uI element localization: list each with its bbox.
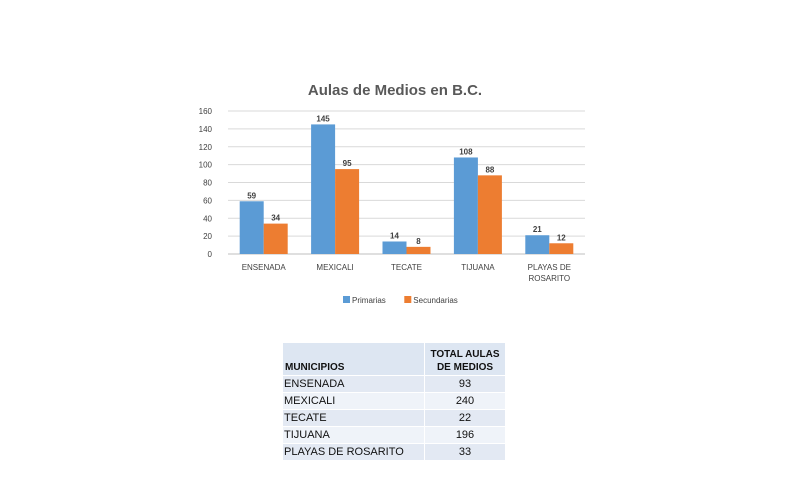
- bar: [383, 241, 407, 254]
- data-label: 88: [485, 165, 495, 175]
- data-label: 8: [416, 236, 421, 246]
- legend-swatch: [343, 296, 350, 303]
- x-tick-label: MEXICALI: [316, 263, 354, 272]
- summary-table: [283, 343, 505, 461]
- x-tick-label: TECATE: [391, 263, 422, 272]
- bar: [407, 247, 431, 254]
- y-tick-label: 60: [203, 196, 212, 206]
- x-tick-label: ENSENADA: [241, 263, 286, 272]
- data-label: 12: [556, 233, 566, 243]
- bars: [240, 124, 574, 254]
- cell-total: 22: [424, 410, 505, 427]
- bar: [454, 157, 478, 254]
- y-tick-label: 0: [207, 250, 212, 259]
- legend-swatch: [404, 296, 411, 303]
- table-row: [283, 444, 505, 461]
- header-municipios: MUNICIPIOS: [283, 343, 424, 376]
- data-labels: [247, 114, 566, 245]
- legend-label: Secundarias: [413, 296, 458, 305]
- table-row: [283, 393, 505, 410]
- y-tick-label: 160: [198, 107, 212, 116]
- data-label: 14: [390, 231, 399, 241]
- data-label: 145: [316, 114, 330, 124]
- y-tick-label: 140: [198, 124, 212, 134]
- bar: [478, 175, 502, 254]
- table-row: [283, 410, 505, 427]
- legend: [343, 296, 458, 305]
- x-tick-label: ROSARITO: [528, 274, 571, 283]
- cell-total: 240: [424, 393, 505, 410]
- bar: [525, 235, 549, 254]
- data-label: 21: [532, 225, 542, 235]
- cell-total: 196: [424, 427, 505, 444]
- cell-municipio: PLAYAS DE ROSARITO: [283, 444, 424, 461]
- cell-municipio: TECATE: [283, 410, 424, 427]
- cell-municipio: TIJUANA: [283, 427, 424, 444]
- y-tick-label: 120: [198, 142, 212, 152]
- y-tick-label: 20: [203, 232, 212, 242]
- y-axis-ticks: [199, 107, 213, 259]
- y-tick-label: 80: [203, 178, 212, 188]
- cell-municipio: ENSENADA: [283, 376, 424, 393]
- y-tick-label: 40: [203, 214, 212, 224]
- bar: [311, 124, 335, 254]
- header-total-aulas: TOTAL AULAS DE MEDIOS: [424, 343, 505, 376]
- data-label: 95: [342, 159, 352, 169]
- cell-total: 93: [424, 376, 505, 393]
- x-tick-label: PLAYAS DE: [527, 263, 571, 272]
- bar: [549, 243, 573, 254]
- cell-total: 33: [424, 444, 505, 461]
- y-tick-label: 100: [198, 160, 212, 170]
- table-row: [283, 376, 505, 393]
- bar: [240, 201, 264, 254]
- bar: [264, 224, 288, 254]
- data-label: 34: [271, 213, 281, 223]
- data-label: 59: [247, 191, 257, 201]
- table-header-row: [283, 343, 505, 376]
- bar: [335, 169, 359, 254]
- x-tick-label: TIJUANA: [461, 263, 495, 272]
- x-axis-labels: [242, 263, 571, 283]
- cell-municipio: MEXICALI: [283, 393, 424, 410]
- legend-label: Primarias: [352, 296, 386, 305]
- table-row: [283, 427, 505, 444]
- data-label: 108: [459, 147, 473, 157]
- chart-title: Aulas de Medios en B.C.: [307, 82, 483, 99]
